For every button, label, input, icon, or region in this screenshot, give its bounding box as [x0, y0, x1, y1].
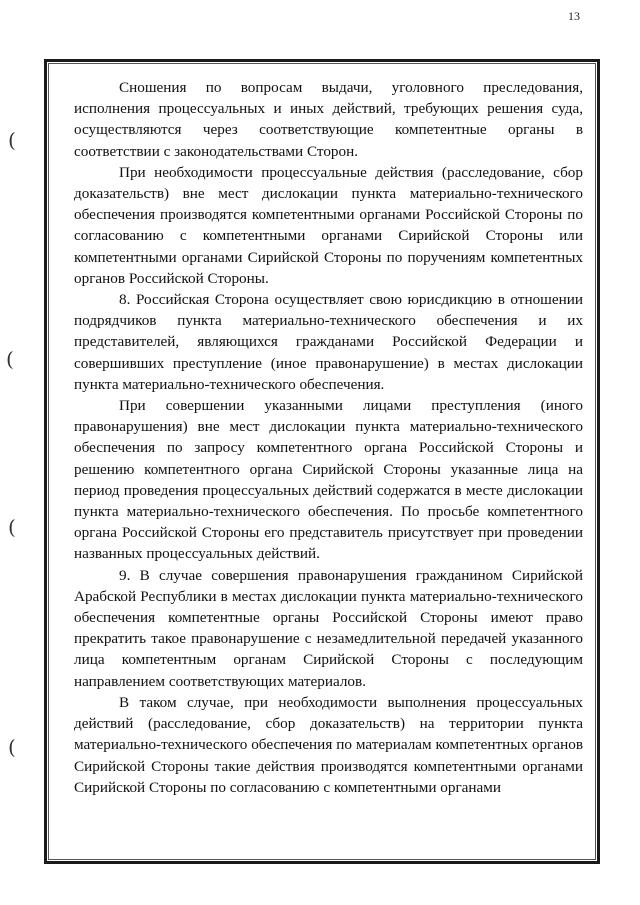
paragraph: При необходимости процессуальные действия (расследование, сбор доказательств) вне мест дислокации пункта материально-технического обеспечения производятся компетентными органами Российской Стороны по согласованию с компетентными органами Сирийской Стороны или компетентными органами Сирийской Стороны по поручениям компетентных органов Российской Стороны.	[74, 163, 583, 287]
page-number: 13	[568, 9, 580, 23]
margin-bracket-mark: (	[8, 735, 16, 759]
margin-bracket-mark: (	[6, 347, 14, 371]
document-body	[74, 77, 583, 798]
paragraph: 8. Российская Сторона осуществляет свою юрисдикцию в отношении подрядчиков пункта материально-технического обеспечения и их представителей, являющихся гражданами Российской Федерации и совершивших преступление (иное правонарушение) в местах дислокации пункта материально-технического обеспечения.	[74, 291, 583, 393]
paragraph: Сношения по вопросам выдачи, уголовного преследования, исполнения процессуальных и иных действий, требующих решения суда, осуществляются через соответствующие компетентные органы в соответствии с законодательствами Сторон.	[74, 79, 583, 160]
paragraph: При совершении указанными лицами преступления (иного правонарушения) вне мест дислокации пункта материально-технического обеспечения по запросу компетентного органа Российской Стороны и решению компетентного органа Сирийской Стороны указанные лица на период проведения процессуальных действий содержатся в месте дислокации пункта материально-технического обеспечения. По просьбе компетентного органа Российской Стороны его представитель присутствует при проведении названных процессуальных действий.	[74, 397, 583, 563]
paragraph: В таком случае, при необходимости выполнения процессуальных действий (расследование, сбор доказательств) на территории пункта материально-технического обеспечения по материалам компетентных органов Сирийской Стороны такие действия производятся компетентными органами Сирийской Стороны по согласованию с компетентными органами	[74, 693, 583, 796]
margin-bracket-mark: (	[8, 515, 16, 539]
margin-bracket-mark: (	[8, 128, 16, 152]
paragraph: 9. В случае совершения правонарушения гражданином Сирийской Арабской Республики в местах дислокации пункта материально-технического обеспечения компетентные органы Российской Стороны имеют право прекратить такое правонарушение с незамедлительной передачей указанного лица компетентным органам Сирийской Стороны с последующим направлением соответствующих материалов.	[74, 566, 583, 690]
